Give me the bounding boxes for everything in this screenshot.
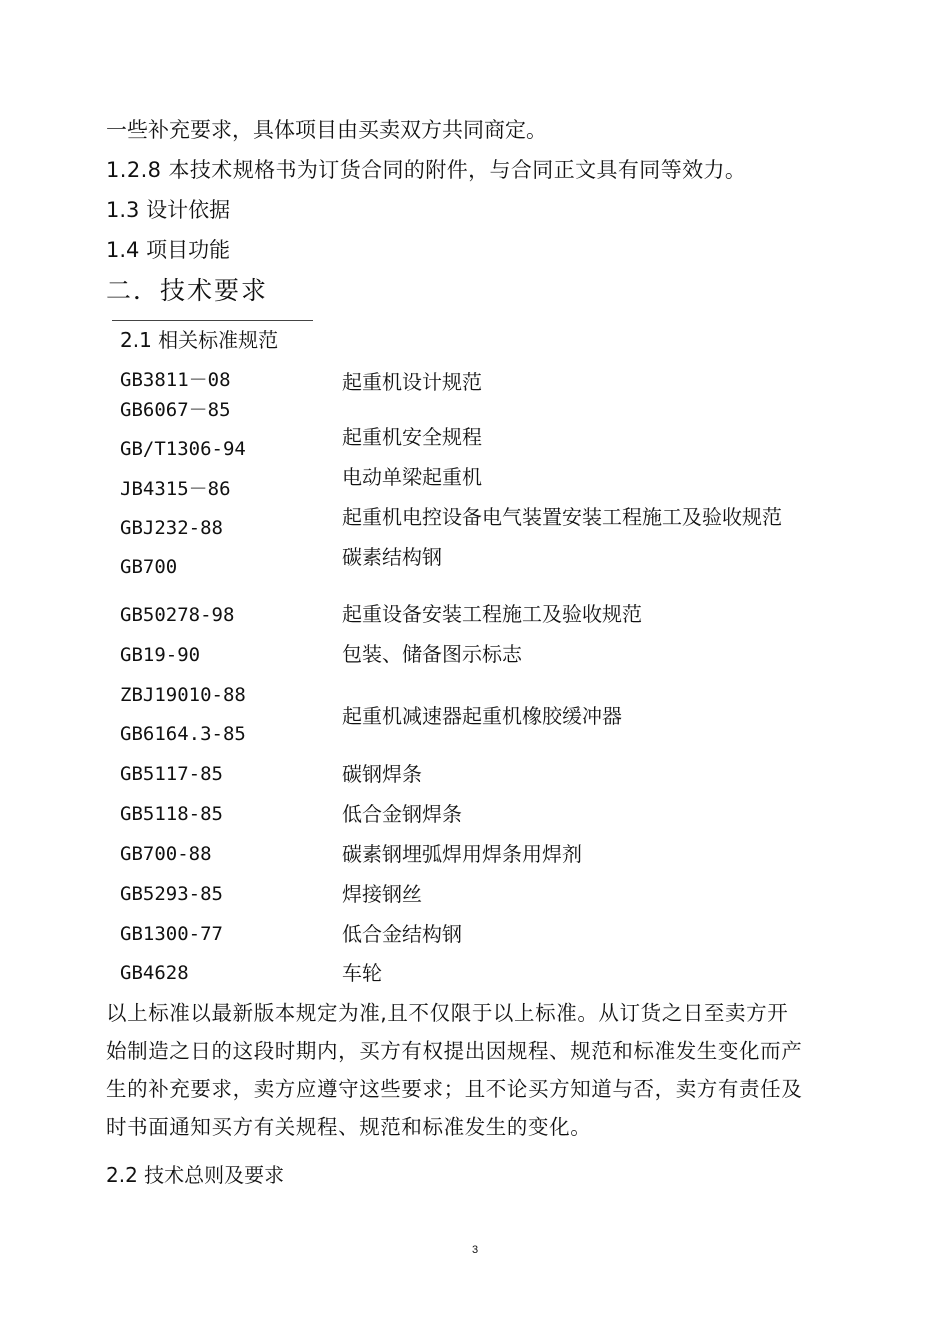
- standard-name: 低合金钢焊条: [342, 802, 462, 826]
- paragraph-line: 以上标准以最新版本规定为准,且不仅限于以上标准。从订货之日至卖方开: [106, 1001, 789, 1025]
- standard-name: 起重设备安装工程施工及验收规范: [342, 602, 642, 626]
- standard-code: GB1300-77: [120, 923, 223, 945]
- intro-line-1: 一些补充要求，具体项目由买卖双方共同商定。: [106, 118, 547, 142]
- standard-code: GB6067－85: [120, 399, 231, 421]
- clause-1-4: 1.4 项目功能: [106, 238, 231, 262]
- standard-name: 起重机设计规范: [342, 370, 482, 394]
- standard-name: 碳钢焊条: [342, 762, 422, 786]
- standard-code: GB50278-98: [120, 604, 235, 626]
- closing-paragraph: [106, 994, 846, 1146]
- page-number: 3: [471, 1244, 479, 1256]
- standards-heading: 2.1 相关标准规范: [120, 328, 279, 352]
- standard-code: GB3811－08: [120, 369, 231, 391]
- section-divider: [112, 320, 313, 321]
- standard-code: GB700: [120, 556, 178, 578]
- standard-name: 碳素钢埋弧焊用焊条用焊剂: [342, 842, 582, 866]
- paragraph-line: 始制造之日的这段时期内，买方有权提出因规程、规范和标准发生变化而产: [106, 1039, 803, 1063]
- standard-name: 车轮: [342, 961, 382, 985]
- standard-code: ZBJ19010-88: [120, 684, 246, 706]
- subsection-2-2: 2.2 技术总则及要求: [106, 1163, 285, 1187]
- clause-1-2-8: 1.2.8 本技术规格书为订货合同的附件，与合同正文具有同等效力。: [106, 158, 747, 182]
- standard-name: 起重机安全规程: [342, 425, 482, 449]
- section-title: 二．技术要求: [106, 276, 269, 305]
- standard-code: GB5117-85: [120, 763, 223, 785]
- standard-code: GB5118-85: [120, 803, 223, 825]
- standard-name: 包装、储备图示标志: [342, 642, 522, 666]
- standard-code: GB5293-85: [120, 883, 223, 905]
- paragraph-line: 生的补充要求，卖方应遵守这些要求；且不论买方知道与否，卖方有责任及: [106, 1077, 803, 1101]
- standard-code: GB6164.3-85: [120, 723, 246, 745]
- standard-code: GBJ232-88: [120, 517, 223, 539]
- clause-1-3: 1.3 设计依据: [106, 198, 231, 222]
- standard-name: 起重机减速器起重机橡胶缓冲器: [342, 704, 622, 728]
- standard-code: GB/T1306-94: [120, 438, 246, 460]
- standard-code: GB700-88: [120, 843, 212, 865]
- standard-code: JB4315－86: [120, 478, 231, 500]
- standard-code: GB4628: [120, 962, 189, 984]
- standard-name: 碳素结构钢: [342, 545, 442, 569]
- standard-name: 起重机电控设备电气装置安装工程施工及验收规范: [342, 505, 782, 529]
- standard-code: GB19-90: [120, 644, 201, 666]
- standard-name: 低合金结构钢: [342, 922, 462, 946]
- standard-name: 焊接钢丝: [342, 882, 422, 906]
- paragraph-line: 时书面通知买方有关规程、规范和标准发生的变化。: [106, 1115, 592, 1139]
- standard-name: 电动单梁起重机: [342, 465, 482, 489]
